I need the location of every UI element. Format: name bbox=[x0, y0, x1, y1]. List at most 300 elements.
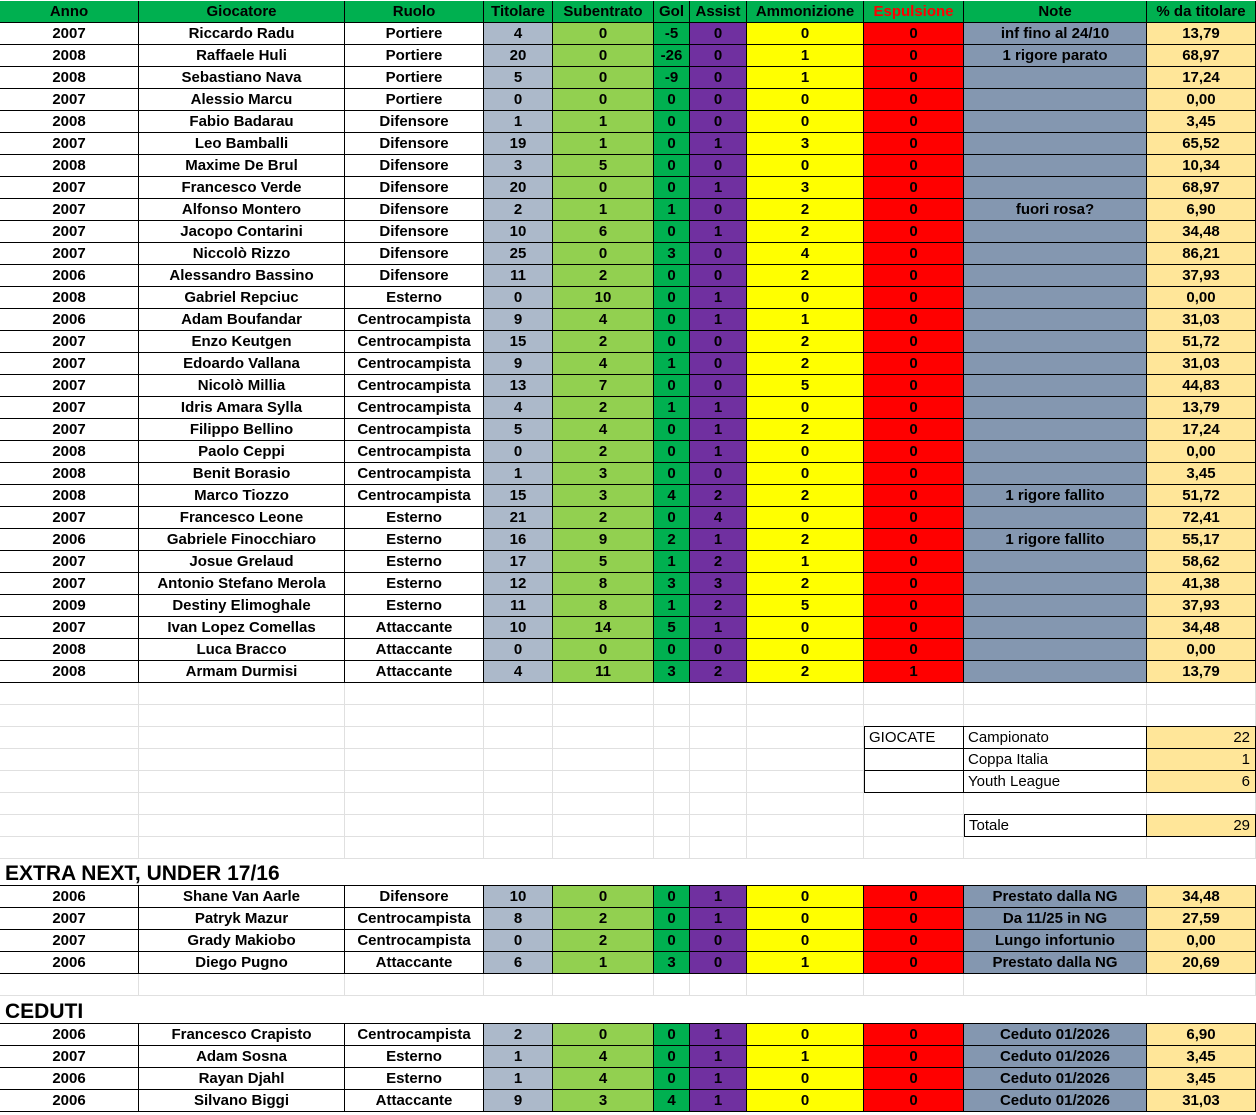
ammonizione-cell[interactable]: 0 bbox=[747, 23, 864, 45]
year-cell[interactable]: 2007 bbox=[0, 375, 139, 397]
competition-name-cell[interactable]: Campionato bbox=[964, 727, 1147, 749]
empty-cell[interactable] bbox=[654, 749, 690, 771]
year-cell[interactable]: 2007 bbox=[0, 617, 139, 639]
player-cell[interactable]: Alessandro Bassino bbox=[139, 265, 345, 287]
note-cell[interactable]: inf fino al 24/10 bbox=[964, 23, 1147, 45]
role-cell[interactable]: Esterno bbox=[345, 507, 484, 529]
titolare-cell[interactable]: 6 bbox=[484, 952, 553, 974]
player-cell[interactable]: Silvano Biggi bbox=[139, 1090, 345, 1112]
gol-cell[interactable]: 3 bbox=[654, 573, 690, 595]
empty-cell[interactable] bbox=[484, 771, 553, 793]
player-cell[interactable]: Raffaele Huli bbox=[139, 45, 345, 67]
espulsione-cell[interactable]: 0 bbox=[864, 67, 964, 89]
year-cell[interactable]: 2008 bbox=[0, 661, 139, 683]
gol-cell[interactable]: 0 bbox=[654, 375, 690, 397]
empty-cell[interactable] bbox=[690, 793, 747, 815]
year-cell[interactable]: 2007 bbox=[0, 133, 139, 155]
note-cell[interactable]: Ceduto 01/2026 bbox=[964, 1090, 1147, 1112]
note-cell[interactable]: Lungo infortunio bbox=[964, 930, 1147, 952]
note-cell[interactable] bbox=[964, 309, 1147, 331]
empty-cell[interactable] bbox=[654, 683, 690, 705]
role-cell[interactable]: Portiere bbox=[345, 45, 484, 67]
percent-cell[interactable]: 3,45 bbox=[1147, 1068, 1256, 1090]
subentrato-cell[interactable]: 2 bbox=[553, 265, 654, 287]
percent-cell[interactable]: 34,48 bbox=[1147, 221, 1256, 243]
empty-cell[interactable] bbox=[345, 793, 484, 815]
espulsione-cell[interactable]: 0 bbox=[864, 595, 964, 617]
role-cell[interactable]: Attaccante bbox=[345, 661, 484, 683]
espulsione-cell[interactable]: 0 bbox=[864, 45, 964, 67]
year-cell[interactable]: 2008 bbox=[0, 463, 139, 485]
gol-cell[interactable]: 4 bbox=[654, 1090, 690, 1112]
role-cell[interactable]: Esterno bbox=[345, 595, 484, 617]
player-cell[interactable]: Ivan Lopez Comellas bbox=[139, 617, 345, 639]
assist-cell[interactable]: 1 bbox=[690, 309, 747, 331]
espulsione-cell[interactable]: 0 bbox=[864, 397, 964, 419]
note-cell[interactable] bbox=[964, 419, 1147, 441]
subentrato-cell[interactable]: 1 bbox=[553, 199, 654, 221]
year-cell[interactable]: 2006 bbox=[0, 1068, 139, 1090]
espulsione-cell[interactable]: 0 bbox=[864, 89, 964, 111]
empty-cell[interactable] bbox=[345, 683, 484, 705]
percent-cell[interactable]: 0,00 bbox=[1147, 287, 1256, 309]
role-cell[interactable]: Esterno bbox=[345, 529, 484, 551]
assist-cell[interactable]: 1 bbox=[690, 177, 747, 199]
percent-cell[interactable]: 65,52 bbox=[1147, 133, 1256, 155]
note-cell[interactable]: 1 rigore fallito bbox=[964, 529, 1147, 551]
player-cell[interactable]: Paolo Ceppi bbox=[139, 441, 345, 463]
empty-cell[interactable] bbox=[553, 815, 654, 837]
percent-cell[interactable]: 0,00 bbox=[1147, 639, 1256, 661]
note-cell[interactable] bbox=[964, 639, 1147, 661]
assist-cell[interactable]: 1 bbox=[690, 1046, 747, 1068]
titolare-cell[interactable]: 9 bbox=[484, 353, 553, 375]
espulsione-cell[interactable]: 0 bbox=[864, 573, 964, 595]
percent-cell[interactable]: 51,72 bbox=[1147, 331, 1256, 353]
titolare-cell[interactable]: 10 bbox=[484, 886, 553, 908]
gol-cell[interactable]: 0 bbox=[654, 419, 690, 441]
header-cell[interactable]: Espulsione bbox=[864, 1, 964, 23]
year-cell[interactable]: 2007 bbox=[0, 930, 139, 952]
assist-cell[interactable]: 2 bbox=[690, 661, 747, 683]
espulsione-cell[interactable]: 0 bbox=[864, 177, 964, 199]
subentrato-cell[interactable]: 5 bbox=[553, 155, 654, 177]
assist-cell[interactable]: 0 bbox=[690, 243, 747, 265]
year-cell[interactable]: 2008 bbox=[0, 441, 139, 463]
ammonizione-cell[interactable]: 0 bbox=[747, 930, 864, 952]
note-cell[interactable] bbox=[964, 177, 1147, 199]
gol-cell[interactable]: 0 bbox=[654, 1046, 690, 1068]
gol-cell[interactable]: 4 bbox=[654, 485, 690, 507]
note-cell[interactable] bbox=[964, 375, 1147, 397]
espulsione-cell[interactable]: 0 bbox=[864, 375, 964, 397]
empty-cell[interactable] bbox=[690, 749, 747, 771]
gol-cell[interactable]: 1 bbox=[654, 551, 690, 573]
espulsione-cell[interactable]: 0 bbox=[864, 1024, 964, 1046]
empty-cell[interactable] bbox=[484, 974, 553, 996]
subentrato-cell[interactable]: 0 bbox=[553, 886, 654, 908]
header-cell[interactable]: Anno bbox=[0, 1, 139, 23]
empty-cell[interactable] bbox=[964, 837, 1147, 859]
assist-cell[interactable]: 0 bbox=[690, 199, 747, 221]
percent-cell[interactable]: 44,83 bbox=[1147, 375, 1256, 397]
gol-cell[interactable]: 0 bbox=[654, 155, 690, 177]
titolare-cell[interactable]: 0 bbox=[484, 930, 553, 952]
ammonizione-cell[interactable]: 1 bbox=[747, 551, 864, 573]
empty-cell[interactable] bbox=[484, 815, 553, 837]
empty-cell[interactable] bbox=[553, 727, 654, 749]
gol-cell[interactable]: 0 bbox=[654, 930, 690, 952]
titolare-cell[interactable]: 15 bbox=[484, 485, 553, 507]
player-cell[interactable]: Luca Bracco bbox=[139, 639, 345, 661]
header-cell[interactable]: % da titolare bbox=[1147, 1, 1256, 23]
empty-cell[interactable] bbox=[654, 727, 690, 749]
gol-cell[interactable]: 3 bbox=[654, 952, 690, 974]
subentrato-cell[interactable]: 3 bbox=[553, 485, 654, 507]
note-cell[interactable] bbox=[964, 463, 1147, 485]
year-cell[interactable]: 2008 bbox=[0, 111, 139, 133]
ammonizione-cell[interactable]: 4 bbox=[747, 243, 864, 265]
empty-cell[interactable] bbox=[553, 771, 654, 793]
note-cell[interactable] bbox=[964, 111, 1147, 133]
subentrato-cell[interactable]: 2 bbox=[553, 908, 654, 930]
assist-cell[interactable]: 1 bbox=[690, 1024, 747, 1046]
player-cell[interactable]: Grady Makiobo bbox=[139, 930, 345, 952]
player-cell[interactable]: Benit Borasio bbox=[139, 463, 345, 485]
percent-cell[interactable]: 55,17 bbox=[1147, 529, 1256, 551]
role-cell[interactable]: Centrocampista bbox=[345, 441, 484, 463]
year-cell[interactable]: 2008 bbox=[0, 155, 139, 177]
empty-cell[interactable] bbox=[690, 727, 747, 749]
giocate-label-cell[interactable]: GIOCATE bbox=[864, 727, 964, 749]
subentrato-cell[interactable]: 0 bbox=[553, 45, 654, 67]
player-cell[interactable]: Francesco Verde bbox=[139, 177, 345, 199]
empty-cell[interactable] bbox=[0, 793, 139, 815]
note-cell[interactable] bbox=[964, 265, 1147, 287]
role-cell[interactable]: Difensore bbox=[345, 221, 484, 243]
ammonizione-cell[interactable]: 0 bbox=[747, 287, 864, 309]
subentrato-cell[interactable]: 11 bbox=[553, 661, 654, 683]
player-cell[interactable]: Shane Van Aarle bbox=[139, 886, 345, 908]
empty-cell[interactable] bbox=[345, 749, 484, 771]
ammonizione-cell[interactable]: 1 bbox=[747, 67, 864, 89]
player-cell[interactable]: Sebastiano Nava bbox=[139, 67, 345, 89]
espulsione-cell[interactable]: 0 bbox=[864, 309, 964, 331]
percent-cell[interactable]: 13,79 bbox=[1147, 397, 1256, 419]
percent-cell[interactable]: 86,21 bbox=[1147, 243, 1256, 265]
gol-cell[interactable]: 1 bbox=[654, 199, 690, 221]
note-cell[interactable] bbox=[964, 67, 1147, 89]
subentrato-cell[interactable]: 2 bbox=[553, 930, 654, 952]
note-cell[interactable] bbox=[964, 133, 1147, 155]
ammonizione-cell[interactable]: 0 bbox=[747, 463, 864, 485]
role-cell[interactable]: Difensore bbox=[345, 177, 484, 199]
empty-cell[interactable] bbox=[553, 793, 654, 815]
empty-cell[interactable] bbox=[964, 974, 1147, 996]
titolare-cell[interactable]: 20 bbox=[484, 45, 553, 67]
empty-cell[interactable] bbox=[0, 771, 139, 793]
titolare-cell[interactable]: 5 bbox=[484, 419, 553, 441]
titolare-cell[interactable]: 10 bbox=[484, 221, 553, 243]
gol-cell[interactable]: 5 bbox=[654, 617, 690, 639]
note-cell[interactable]: Ceduto 01/2026 bbox=[964, 1046, 1147, 1068]
player-cell[interactable]: Destiny Elimoghale bbox=[139, 595, 345, 617]
subentrato-cell[interactable]: 5 bbox=[553, 551, 654, 573]
assist-cell[interactable]: 0 bbox=[690, 375, 747, 397]
subentrato-cell[interactable]: 6 bbox=[553, 221, 654, 243]
espulsione-cell[interactable]: 0 bbox=[864, 199, 964, 221]
titolare-cell[interactable]: 10 bbox=[484, 617, 553, 639]
player-cell[interactable]: Alessio Marcu bbox=[139, 89, 345, 111]
subentrato-cell[interactable]: 0 bbox=[553, 67, 654, 89]
titolare-cell[interactable]: 0 bbox=[484, 287, 553, 309]
percent-cell[interactable]: 0,00 bbox=[1147, 441, 1256, 463]
espulsione-cell[interactable]: 0 bbox=[864, 353, 964, 375]
gol-cell[interactable]: 0 bbox=[654, 1068, 690, 1090]
subentrato-cell[interactable]: 1 bbox=[553, 952, 654, 974]
competition-count-cell[interactable]: 6 bbox=[1147, 771, 1256, 793]
year-cell[interactable]: 2007 bbox=[0, 507, 139, 529]
player-cell[interactable]: Diego Pugno bbox=[139, 952, 345, 974]
year-cell[interactable]: 2007 bbox=[0, 199, 139, 221]
percent-cell[interactable]: 6,90 bbox=[1147, 199, 1256, 221]
ammonizione-cell[interactable]: 1 bbox=[747, 309, 864, 331]
gol-cell[interactable]: 0 bbox=[654, 133, 690, 155]
ammonizione-cell[interactable]: 2 bbox=[747, 199, 864, 221]
assist-cell[interactable]: 0 bbox=[690, 89, 747, 111]
percent-cell[interactable]: 51,72 bbox=[1147, 485, 1256, 507]
espulsione-cell[interactable]: 0 bbox=[864, 952, 964, 974]
ammonizione-cell[interactable]: 0 bbox=[747, 908, 864, 930]
player-cell[interactable]: Maxime De Brul bbox=[139, 155, 345, 177]
espulsione-cell[interactable]: 1 bbox=[864, 661, 964, 683]
empty-cell[interactable] bbox=[0, 749, 139, 771]
assist-cell[interactable]: 2 bbox=[690, 595, 747, 617]
ammonizione-cell[interactable]: 1 bbox=[747, 952, 864, 974]
note-cell[interactable] bbox=[964, 331, 1147, 353]
percent-cell[interactable]: 17,24 bbox=[1147, 419, 1256, 441]
espulsione-cell[interactable]: 0 bbox=[864, 111, 964, 133]
subentrato-cell[interactable]: 9 bbox=[553, 529, 654, 551]
role-cell[interactable]: Portiere bbox=[345, 67, 484, 89]
empty-cell[interactable] bbox=[654, 793, 690, 815]
percent-cell[interactable]: 3,45 bbox=[1147, 111, 1256, 133]
empty-cell[interactable] bbox=[345, 974, 484, 996]
espulsione-cell[interactable]: 0 bbox=[864, 155, 964, 177]
titolare-cell[interactable]: 17 bbox=[484, 551, 553, 573]
header-cell[interactable]: Giocatore bbox=[139, 1, 345, 23]
assist-cell[interactable]: 0 bbox=[690, 155, 747, 177]
ammonizione-cell[interactable]: 3 bbox=[747, 177, 864, 199]
empty-cell[interactable] bbox=[345, 815, 484, 837]
role-cell[interactable]: Centrocampista bbox=[345, 309, 484, 331]
ammonizione-cell[interactable]: 0 bbox=[747, 441, 864, 463]
gol-cell[interactable]: 1 bbox=[654, 353, 690, 375]
subentrato-cell[interactable]: 1 bbox=[553, 111, 654, 133]
ammonizione-cell[interactable]: 2 bbox=[747, 573, 864, 595]
subentrato-cell[interactable]: 3 bbox=[553, 1090, 654, 1112]
subentrato-cell[interactable]: 2 bbox=[553, 331, 654, 353]
gol-cell[interactable]: -9 bbox=[654, 67, 690, 89]
year-cell[interactable]: 2007 bbox=[0, 908, 139, 930]
ammonizione-cell[interactable]: 2 bbox=[747, 353, 864, 375]
assist-cell[interactable]: 2 bbox=[690, 551, 747, 573]
role-cell[interactable]: Portiere bbox=[345, 23, 484, 45]
subentrato-cell[interactable]: 4 bbox=[553, 309, 654, 331]
player-cell[interactable]: Niccolò Rizzo bbox=[139, 243, 345, 265]
role-cell[interactable]: Esterno bbox=[345, 573, 484, 595]
role-cell[interactable]: Esterno bbox=[345, 287, 484, 309]
note-cell[interactable] bbox=[964, 441, 1147, 463]
header-cell[interactable]: Note bbox=[964, 1, 1147, 23]
espulsione-cell[interactable]: 0 bbox=[864, 529, 964, 551]
empty-cell[interactable] bbox=[1147, 705, 1256, 727]
percent-cell[interactable]: 20,69 bbox=[1147, 952, 1256, 974]
empty-cell[interactable] bbox=[690, 815, 747, 837]
gol-cell[interactable]: 1 bbox=[654, 595, 690, 617]
percent-cell[interactable]: 13,79 bbox=[1147, 23, 1256, 45]
titolare-cell[interactable]: 1 bbox=[484, 111, 553, 133]
gol-cell[interactable]: 3 bbox=[654, 661, 690, 683]
titolare-cell[interactable]: 4 bbox=[484, 397, 553, 419]
percent-cell[interactable]: 31,03 bbox=[1147, 309, 1256, 331]
competition-count-cell[interactable]: 22 bbox=[1147, 727, 1256, 749]
espulsione-cell[interactable]: 0 bbox=[864, 485, 964, 507]
role-cell[interactable]: Attaccante bbox=[345, 639, 484, 661]
empty-cell[interactable] bbox=[1147, 837, 1256, 859]
assist-cell[interactable]: 1 bbox=[690, 133, 747, 155]
giocate-label-cell[interactable] bbox=[864, 749, 964, 771]
assist-cell[interactable]: 1 bbox=[690, 441, 747, 463]
player-cell[interactable]: Idris Amara Sylla bbox=[139, 397, 345, 419]
subentrato-cell[interactable]: 0 bbox=[553, 1024, 654, 1046]
role-cell[interactable]: Centrocampista bbox=[345, 397, 484, 419]
year-cell[interactable]: 2007 bbox=[0, 177, 139, 199]
empty-cell[interactable] bbox=[484, 793, 553, 815]
gol-cell[interactable]: 0 bbox=[654, 309, 690, 331]
note-cell[interactable] bbox=[964, 89, 1147, 111]
ammonizione-cell[interactable]: 5 bbox=[747, 595, 864, 617]
empty-cell[interactable] bbox=[1147, 974, 1256, 996]
titolare-cell[interactable]: 21 bbox=[484, 507, 553, 529]
empty-cell[interactable] bbox=[553, 974, 654, 996]
percent-cell[interactable]: 34,48 bbox=[1147, 886, 1256, 908]
header-cell[interactable]: Gol bbox=[654, 1, 690, 23]
subentrato-cell[interactable]: 1 bbox=[553, 133, 654, 155]
competition-count-cell[interactable]: 1 bbox=[1147, 749, 1256, 771]
player-cell[interactable]: Leo Bamballi bbox=[139, 133, 345, 155]
assist-cell[interactable]: 1 bbox=[690, 908, 747, 930]
subentrato-cell[interactable]: 8 bbox=[553, 595, 654, 617]
gol-cell[interactable]: 2 bbox=[654, 529, 690, 551]
titolare-cell[interactable]: 1 bbox=[484, 1068, 553, 1090]
empty-cell[interactable] bbox=[747, 837, 864, 859]
percent-cell[interactable]: 27,59 bbox=[1147, 908, 1256, 930]
player-cell[interactable]: Patryk Mazur bbox=[139, 908, 345, 930]
assist-cell[interactable]: 0 bbox=[690, 331, 747, 353]
player-cell[interactable]: Francesco Leone bbox=[139, 507, 345, 529]
gol-cell[interactable]: 0 bbox=[654, 177, 690, 199]
role-cell[interactable]: Attaccante bbox=[345, 1090, 484, 1112]
percent-cell[interactable]: 68,97 bbox=[1147, 45, 1256, 67]
percent-cell[interactable]: 58,62 bbox=[1147, 551, 1256, 573]
player-cell[interactable]: Jacopo Contarini bbox=[139, 221, 345, 243]
empty-cell[interactable] bbox=[139, 727, 345, 749]
percent-cell[interactable]: 13,79 bbox=[1147, 661, 1256, 683]
empty-cell[interactable] bbox=[747, 749, 864, 771]
gol-cell[interactable]: -26 bbox=[654, 45, 690, 67]
espulsione-cell[interactable]: 0 bbox=[864, 908, 964, 930]
empty-cell[interactable] bbox=[654, 974, 690, 996]
empty-cell[interactable] bbox=[553, 683, 654, 705]
empty-cell[interactable] bbox=[484, 705, 553, 727]
espulsione-cell[interactable]: 0 bbox=[864, 331, 964, 353]
empty-cell[interactable] bbox=[864, 705, 964, 727]
assist-cell[interactable]: 1 bbox=[690, 1068, 747, 1090]
subentrato-cell[interactable]: 0 bbox=[553, 23, 654, 45]
year-cell[interactable]: 2008 bbox=[0, 67, 139, 89]
player-cell[interactable]: Francesco Crapisto bbox=[139, 1024, 345, 1046]
note-cell[interactable] bbox=[964, 221, 1147, 243]
note-cell[interactable] bbox=[964, 243, 1147, 265]
titolare-cell[interactable]: 11 bbox=[484, 595, 553, 617]
role-cell[interactable]: Centrocampista bbox=[345, 485, 484, 507]
titolare-cell[interactable]: 4 bbox=[484, 661, 553, 683]
player-cell[interactable]: Gabriel Repciuc bbox=[139, 287, 345, 309]
titolare-cell[interactable]: 15 bbox=[484, 331, 553, 353]
titolare-cell[interactable]: 2 bbox=[484, 1024, 553, 1046]
empty-cell[interactable] bbox=[484, 749, 553, 771]
gol-cell[interactable]: 0 bbox=[654, 221, 690, 243]
year-cell[interactable]: 2007 bbox=[0, 1046, 139, 1068]
assist-cell[interactable]: 0 bbox=[690, 952, 747, 974]
empty-cell[interactable] bbox=[964, 705, 1147, 727]
ammonizione-cell[interactable]: 1 bbox=[747, 1046, 864, 1068]
empty-cell[interactable] bbox=[139, 771, 345, 793]
empty-cell[interactable] bbox=[690, 771, 747, 793]
assist-cell[interactable]: 0 bbox=[690, 23, 747, 45]
empty-cell[interactable] bbox=[747, 815, 864, 837]
subentrato-cell[interactable]: 2 bbox=[553, 397, 654, 419]
percent-cell[interactable]: 3,45 bbox=[1147, 1046, 1256, 1068]
subentrato-cell[interactable]: 4 bbox=[553, 353, 654, 375]
player-cell[interactable]: Filippo Bellino bbox=[139, 419, 345, 441]
competition-name-cell[interactable]: Youth League bbox=[964, 771, 1147, 793]
year-cell[interactable]: 2006 bbox=[0, 1024, 139, 1046]
role-cell[interactable]: Esterno bbox=[345, 551, 484, 573]
percent-cell[interactable]: 6,90 bbox=[1147, 1024, 1256, 1046]
ammonizione-cell[interactable]: 1 bbox=[747, 45, 864, 67]
gol-cell[interactable]: 0 bbox=[654, 463, 690, 485]
year-cell[interactable]: 2007 bbox=[0, 221, 139, 243]
role-cell[interactable]: Esterno bbox=[345, 1068, 484, 1090]
header-cell[interactable]: Subentrato bbox=[553, 1, 654, 23]
empty-cell[interactable] bbox=[345, 837, 484, 859]
subentrato-cell[interactable]: 8 bbox=[553, 573, 654, 595]
gol-cell[interactable]: 0 bbox=[654, 441, 690, 463]
empty-cell[interactable] bbox=[484, 683, 553, 705]
gol-cell[interactable]: 0 bbox=[654, 507, 690, 529]
year-cell[interactable]: 2007 bbox=[0, 419, 139, 441]
player-cell[interactable]: Adam Boufandar bbox=[139, 309, 345, 331]
assist-cell[interactable]: 0 bbox=[690, 930, 747, 952]
player-cell[interactable]: Riccardo Radu bbox=[139, 23, 345, 45]
assist-cell[interactable]: 0 bbox=[690, 67, 747, 89]
subentrato-cell[interactable]: 10 bbox=[553, 287, 654, 309]
player-cell[interactable]: Marco Tiozzo bbox=[139, 485, 345, 507]
subentrato-cell[interactable]: 14 bbox=[553, 617, 654, 639]
year-cell[interactable]: 2009 bbox=[0, 595, 139, 617]
